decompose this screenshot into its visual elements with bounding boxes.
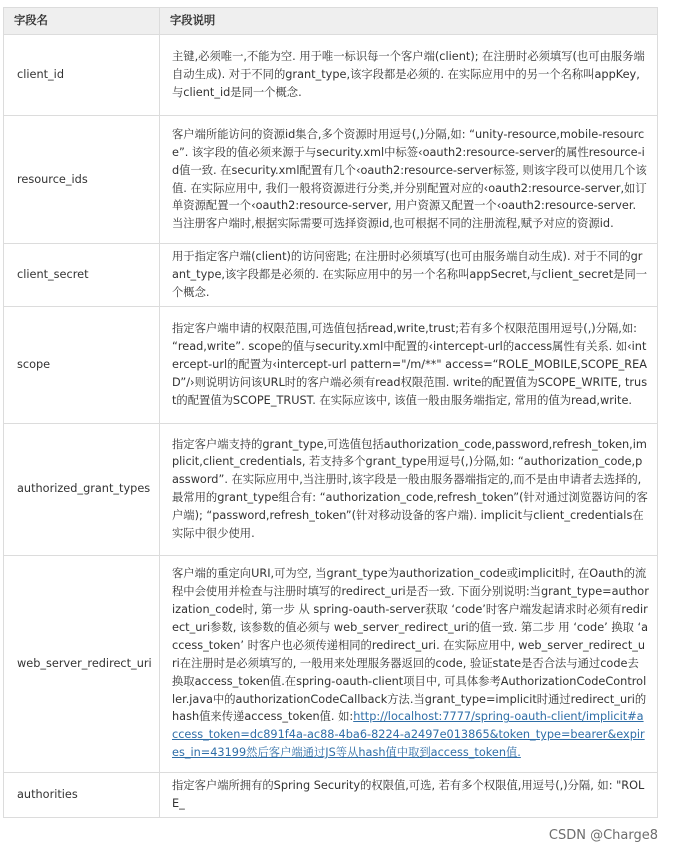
description-text: 客户端的重定向URI,可为空, 当grant_type为authorization_code或implicit时, 在Oauth的流程中会使用并检查与注册时填写的redirect_uri是否一致. 下面分别说明:当grant_type=authorization_code时, 第一步 从 spring-oauth-server获取 ‘code’时客户端发起请求时必须有redirect_uri参数, 该参数的值必须与 web_server_redirect_uri的值一致. 第二步 用 ‘code’ 换取 ‘access_token’ 时客户也必须传递相同的redirect_uri. 在实际应用中, web_server_redirect_uri在注册时是必须填写的, 一般用来处理服务器返回的code, 验证state是否合法与通过code去换取access_token值.在spring-oauth-client项目中, 可具体参考AuthorizationCodeController.java中的authorizationCodeCallback方法.当grant_type=implicit时通过redirect_uri的hash值来传递access_token值. 如: [172, 567, 649, 724]
table-row [4, 35, 658, 116]
table-row [4, 772, 658, 817]
field-description: 指定客户端支持的grant_type,可选值包括authorization_code,password,refresh_token,implicit,client_credentials, 若支持多个grant_type用逗号(,)分隔,如: “authorization_code,password”. 在实际应用中,当注册时,该字段是一般由服务器端指定的,而不是由申请者去选择的,最常用的grant_type组合有: “authorization_code,refresh_token”(针对通过浏览器访问的客户端); “password,refresh_token”(针对移动设备的客户端). implicit与client_credentials在实际中很少使用. [160, 423, 658, 555]
field-name: resource_ids [4, 116, 160, 244]
field-description-table [3, 7, 658, 818]
table-row [4, 306, 658, 423]
table-row [4, 116, 658, 244]
table-row [4, 555, 658, 772]
field-description: 指定客户端所拥有的Spring Security的权限值,可选, 若有多个权限值,用逗号(,)分隔, 如: "ROLE_ [160, 772, 658, 817]
header-field-name: 字段名 [4, 8, 160, 35]
field-description: 客户端所能访问的资源id集合,多个资源时用逗号(,)分隔,如: “unity-resource,mobile-resource”. 该字段的值必须来源于与security.xml中标签‹oauth2:resource-server的属性resource-id值一致. 在security.xml配置有几个‹oauth2:resource-server标签, 则该字段可以使用几个该值. 在实际应用中, 我们一般将资源进行分类,并分别配置对应的‹oauth2:resource-server,如订单资源配置一个‹oauth2:resource-server, 用户资源又配置一个‹oauth2:resource-server. 当注册客户端时,根据实际需要可选择资源id,也可根据不同的注册流程,赋予对应的资源id. [160, 116, 658, 244]
field-name: authorities [4, 772, 160, 817]
field-name: authorized_grant_types [4, 423, 160, 555]
field-name: web_server_redirect_uri [4, 555, 160, 772]
table-header-row [4, 8, 658, 35]
field-description [160, 555, 658, 772]
field-description: 指定客户端申请的权限范围,可选值包括read,write,trust;若有多个权限范围用逗号(,)分隔,如: “read,write”. scope的值与security.xml中配置的‹intercept-url的access属性有关系. 如‹intercept-url的配置为‹intercept-url pattern="/m/**" access=“ROLE_MOBILE,SCOPE_READ”/›则说明访问该URL时的客户端必须有read权限范围. write的配置值为SCOPE_WRITE, trust的配置值为SCOPE_TRUST. 在实际应该中, 该值一般由服务端指定, 常用的值为read,write. [160, 306, 658, 423]
example-redirect-link[interactable]: http://localhost:7777/spring-oauth-client/implicit#access_token=dc891f4a-ac88-4ba6-8224-a2497e013865&token_type=bearer&expires_in=43199然后客户端通过JS等从hash值中取到access_token值. [172, 710, 645, 760]
csdn-watermark: CSDN @Charge8 [548, 828, 658, 843]
field-name: scope [4, 306, 160, 423]
header-field-description: 字段说明 [160, 8, 658, 35]
field-description: 用于指定客户端(client)的访问密匙; 在注册时必须填写(也可由服务端自动生成). 对于不同的grant_type,该字段都是必须的. 在实际应用中的另一个名称叫appSecret,与client_secret是同一个概念. [160, 244, 658, 307]
field-name: client_id [4, 35, 160, 116]
field-description: 主键,必须唯一,不能为空. 用于唯一标识每一个客户端(client); 在注册时必须填写(也可由服务端自动生成). 对于不同的grant_type,该字段都是必须的. 在实际应用中的另一个名称叫appKey,与client_id是同一个概念. [160, 35, 658, 116]
field-name: client_secret [4, 244, 160, 307]
table-row [4, 423, 658, 555]
table-row [4, 244, 658, 307]
